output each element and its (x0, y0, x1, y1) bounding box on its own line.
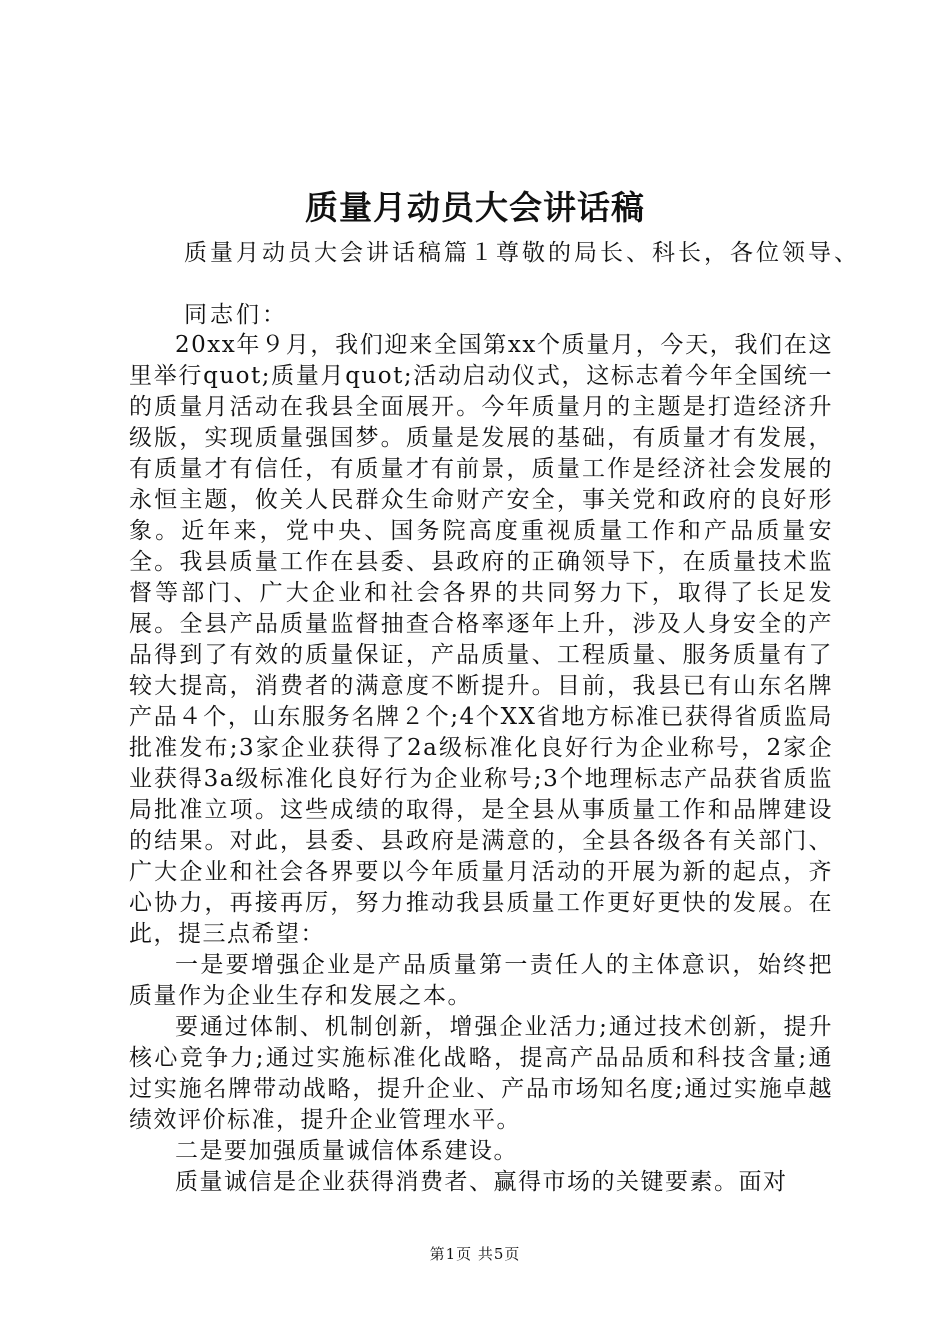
document-title: 质量月动员大会讲话稿 (305, 188, 645, 227)
document-subtitle: 质量月动员大会讲话稿篇１尊敬的局长、科长，各位领导、 (184, 240, 860, 266)
paragraph: 二是要加强质量诚信体系建设。 (175, 1138, 518, 1164)
paragraph: 要通过体制、机制创新，增强企业活力;通过技术创新，提升核心竞争力;通过实施标准化战略，提高产品品质和科技含量;通过实施名牌带动战略，提升企业、产品市场知名度;通过实施卓越绩效评价标准，提升企业管理水平。 (129, 1014, 833, 1133)
page-number-footer: 第1页 共5页 (429, 1245, 521, 1263)
salutation: 同志们： (184, 302, 288, 328)
paragraph: 质量诚信是企业获得消费者、赢得市场的关键要素。面对 (175, 1169, 788, 1195)
document-body (129, 330, 833, 1198)
paragraph: 20xx年９月，我们迎来全国第xx个质量月，今天，我们在这里举行quot;质量月quot;活动启动仪式，这标志着今年全国统一的质量月活动在我县全面展开。今年质量月的主题是打造经济升级版，实现质量强国梦。质量是发展的基础，有质量才有发展，有质量才有信任，有质量才有前景，质量工作是经济社会发展的永恒主题，攸关人民群众生命财产安全，事关党和政府的良好形象。近年来，党中央、国务院高度重视质量工作和产品质量安全。我县质量工作在县委、县政府的正确领导下，在质量技术监督等部门、广大企业和社会各界的共同努力下，取得了长足发展。全县产品质量监督抽查合格率逐年上升，涉及人身安全的产品得到了有效的质量保证，产品质量、工程质量、服务质量有了较大提高，消费者的满意度不断提升。目前，我县已有山东名牌产品４个，山东服务名牌２个;4个XX省地方标准已获得省质监局批准发布;3家企业获得了2a级标准化良好行为企业称号，2家企业获得3a级标准化良好行为企业称号;3个地理标志产品获省质监局批准立项。这些成绩的取得，是全县从事质量工作和品牌建设的结果。对此，县委、县政府是满意的，全县各级各有关部门、广大企业和社会各界要以今年质量月活动的开展为新的起点，齐心协力，再接再厉，努力推动我县质量工作更好更快的发展。在此，提三点希望： (129, 332, 833, 947)
paragraph: 一是要增强企业是产品质量第一责任人的主体意识，始终把质量作为企业生存和发展之本。 (129, 952, 833, 1009)
